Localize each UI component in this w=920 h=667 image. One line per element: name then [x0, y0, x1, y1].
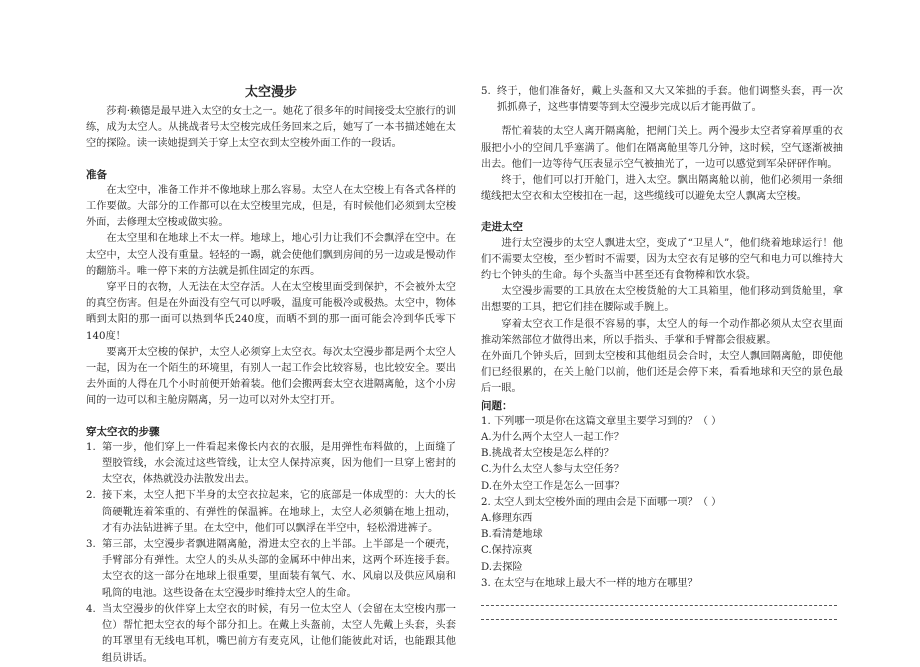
step-number: 4.: [86, 603, 96, 615]
question-2: 2. 太空人到太空梭外面的理由会是下面哪一项？（ ）: [481, 496, 722, 508]
answer-option: C.保持凉爽: [481, 545, 533, 557]
section-heading-enter: 走进太空: [481, 221, 523, 234]
question-1: 1. 下列哪一项是你在这篇文章里主要学习到的？（ ）: [481, 415, 722, 427]
answer-option: A.为什么两个太空人一起工作？: [481, 432, 625, 444]
answer-line[interactable]: [481, 606, 837, 620]
prep-paragraph: 要离开太空梭的保护，太空人必须穿上太空衣。每次太空漫步都是两个太空人一起，因为在一个陌生的环境里，有别人一起工作会比较容易，也比较安全。要出去外面的人得在几个小时前便开始着装。他们会搬两套太空衣进隔离舱，这个小房间的一边可以和主舱房隔离，另一边可以对外太空打开。: [86, 346, 456, 407]
questions-heading: 问题：: [481, 399, 513, 412]
section-heading-prep: 准备: [86, 168, 107, 181]
list-item: [86, 537, 456, 602]
list-item: [86, 488, 456, 537]
article-title: 太空漫步: [244, 85, 297, 100]
steps-list-continued: [481, 84, 843, 116]
step-text: 第三部，太空漫步者飘进隔离舱，滑进太空衣的上半部。上半部是一个硬壳，手臂部分有弹性。太空人的头从头部的金属环中伸出来，这两个环连接手套。太空衣的这一部分在地球上很重要，里面装有氧气、水、风扇以及供应风扇和吼筒的电池。这些设备在太空漫步时维持太空人的生命。: [102, 539, 456, 599]
step-number: 3.: [86, 539, 96, 551]
answer-option: C.为什么太空人参与太空任务？: [481, 464, 625, 476]
section-heading-steps: 穿太空衣的步骤: [86, 425, 160, 438]
step-number: 1.: [86, 441, 96, 453]
answer-option: D.去探险: [481, 561, 523, 573]
body-paragraph: 帮忙着装的太空人离开隔离舱，把闸门关上。两个漫步太空者穿着厚重的衣服把小小的空间几乎塞满了。他们在隔离舱里等几分钟，这时候，空气逐渐被抽出去。他们一边等待气压表显示空气被抽光了，一边可以感觉到军朵砰砰作响。: [481, 126, 843, 170]
answer-option: B.看清楚地球: [481, 529, 543, 541]
enter-paragraph: 穿着太空衣工作是很不容易的事，太空人的每一个动作都必须从太空衣里面推动笨然部位才做得出来，所以手指头、手掌和手臂都会很疲累。: [481, 318, 843, 346]
prep-paragraph: 穿平日的衣物，人无法在太空存活。人在太空梭里面受到保护，不会被外太空的真空伤害。但是在外面没有空气可以呼吸，温度可能极冷或极热。太空中，物体晒到太阳的那一面可以热到华氏240度，而晒不到的那一面可能会冷到华氏零下140度！: [86, 282, 456, 342]
right-column: [481, 84, 843, 620]
list-item: [481, 84, 843, 116]
enter-paragraph: 太空漫步需要的工具放在太空梭货舱的大工具箱里，他们移动到货舱里，拿出想要的工具，把它们挂在腰际或手腕上。: [481, 286, 843, 314]
answer-option: D.在外太空工作是怎么一回事？: [481, 480, 625, 492]
answer-line[interactable]: [481, 592, 837, 606]
intro-paragraph: 莎莉·赖德是最早进入太空的女士之一。她花了很多年的时间接受太空旅行的训练，成为太空人。从挑战者号太空梭完成任务回来之后，她写了一本书描述她在太空的探险。读一读她提到关于穿上太空衣到太空梭外面工作的一段话。: [86, 106, 457, 150]
step-number: 2.: [86, 490, 96, 502]
prep-paragraph: 在太空里和在地球上不太一样。地球上，地心引力让我们不会飘浮在空中。在太空中，太空人没有重量。轻轻的一踢，就会使他们飘到房间的另一边或是慢动作的翻筋斗。唯一停下来的方法就是抓住固定的东西。: [86, 233, 456, 277]
list-item: [86, 440, 456, 489]
steps-list: [86, 440, 456, 667]
prep-paragraph: 在太空中，准备工作并不像地球上那么容易。太空人在太空梭上有各式各样的工作要做。大部分的工作都可以在太空梭里完成，但是，有时候他们必须到太空梭外面，去修理太空梭或做实验。: [86, 184, 456, 229]
answer-option: A.修理东西: [481, 513, 533, 525]
question-3: 3. 在太空与在地球上最大不一样的地方在哪里？: [481, 577, 698, 589]
closing-paragraph: 在外面几个钟头后，回到太空梭和其他组员会合时，太空人飘回隔离舱，即使他们已经很累的，在关上舱门以前，他们还是会停下来，看看地球和天空的景色最后一眼。: [481, 351, 843, 395]
left-column: [86, 84, 456, 667]
answer-option: B.挑战者太空梭是怎么样的？: [481, 448, 614, 460]
step-text: 接下来，太空人把下半身的太空衣拉起来，它的底部是一体成型的：大大的长筒硬靴连着笨重的、有弹性的保温裤。在地球上，太空人必须躺在地上扭动，才有办法钻进裤子里。在太空中，他们可以飘浮在半空中，轻松滑进裤子。: [102, 490, 456, 534]
step-text: 当太空漫步的伙伴穿上太空衣的时候，有另一位太空人（会留在太空梭内那一位）帮忙把太空衣的每个部分扣上。在戴上头盔前，太空人先戴上头套，头套的耳罩里有无线电耳机，嘴巴前方有麦克风，让他们能彼此对话，也能跟其他组员讲话。: [102, 603, 456, 664]
step-number: 5.: [481, 86, 491, 97]
step-text: 第一步，他们穿上一件看起来像长内衣的衣服，是用弹性布料做的，上面缝了塑胶管线，水会流过这些管线，让太空人保持凉爽，因为他们一旦穿上密封的太空衣，体热就没办法散发出去。: [102, 441, 456, 486]
list-item: [86, 602, 456, 667]
enter-paragraph: 进行太空漫步的太空人飘进太空，变成了“卫星人”，他们绕着地球运行！他们不需要太空梭，至少暂时不需要，因为太空衣有足够的空气和电力可以维持大约七个钟头的生命。每个头盔当中甚至还有食物棒和饮水袋。: [481, 237, 843, 282]
body-paragraph: 终于，他们可以打开舱门，进入太空。飘出隔离舱以前，他们必须用一条细缆线把太空衣和太空梭扣在一起，这些缆线可以避免太空人飘离太空梭。: [481, 175, 843, 203]
step-text: 终于，他们准备好，戴上头盔和又大又笨拙的手套。他们调整头套，再一次抓抓鼻子，这些事情要等到太空漫步完成以后才能再做了。: [497, 86, 843, 114]
